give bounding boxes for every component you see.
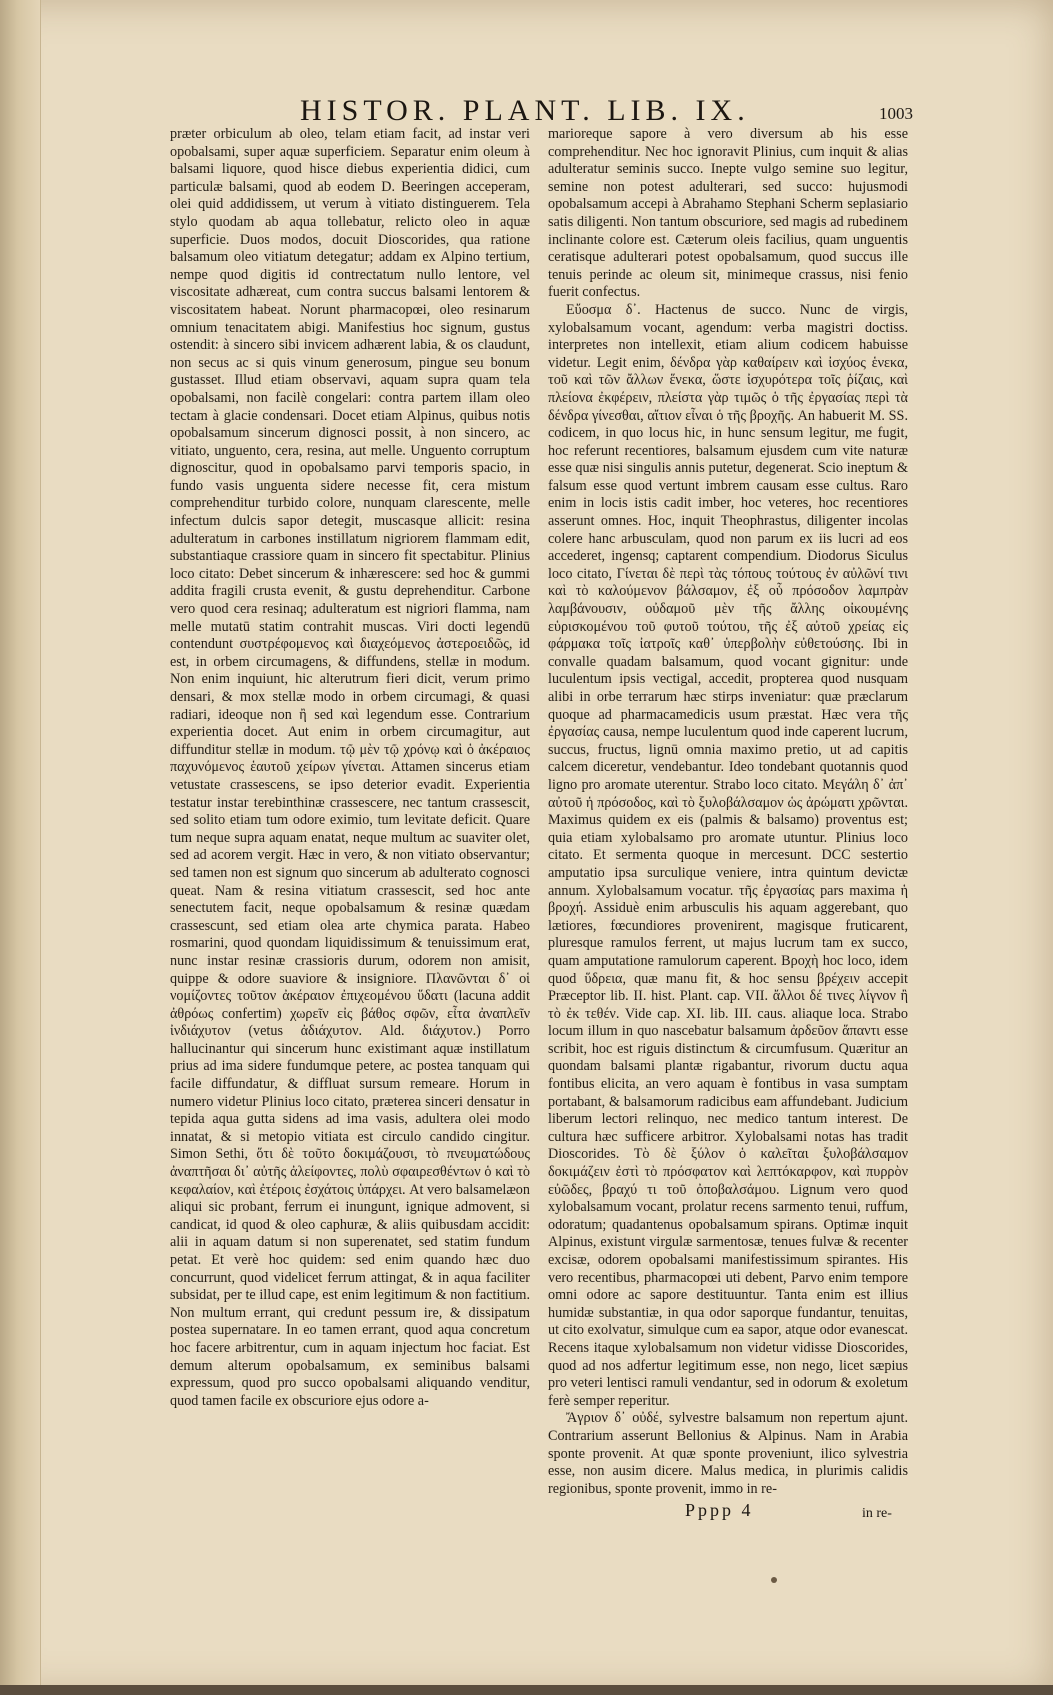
binding-gutter	[0, 0, 41, 1695]
ink-spot	[771, 1577, 777, 1583]
right-paragraph-3: Ἄγριον δ᾽ οὐδέ, sylvestre balsamum non repertum ajunt. Contrarium asserunt Bellonius & Alpinus. Nam in Arabia sponte provenit. At quæ sponte proveniunt, ilico sylvestria esse, non ausim dicere. Malus medica, in plurimis calidis regionibus, sponte provenit, immo in re-	[548, 1410, 908, 1497]
page-bottom-edge	[0, 1685, 1053, 1695]
signature-mark: Pppp 4	[685, 1500, 754, 1520]
right-text-column	[548, 126, 908, 1497]
catchword: in re-	[862, 1506, 892, 1521]
right-paragraph-2: Εὔοσμα δ᾽. Hactenus de succo. Nunc de virgis, xylobalsamum vocant, agendum: verba magistri doctiss. interpretes non intellexit, etiam alium codicem habuisse videtur. Legit enim, δένδρα γὰρ καθαίρειν καὶ ἰσχύος ἑνεκα, τοῦ καὶ τῶν ἄλλων ἕνεκα, ὥστε ἰσχυρότερα τοῖς ῥίζαις, καὶ πλείονα ἐκφέρειν, πλείστα γὰρ τιμῶς ὁ τῆς ἐργασίας περὶ τὰ δένδρα γίνεσθαι, αἴτιον εἶναι ὁ τῆς βροχῆς. An habuerit M. SS. codicem, in quo locus hic, in hunc sensum legitur, me fugit, hoc referunt recentiores, balsamum ejusdem cum vite naturæ esse quæ nisi singulis annis putetur, degenerat. Scio ineptum & falsum esse quod vertunt imbrem causam esse cultus. Raro enim in locis istis cadit imber, hoc veteres, hoc recentiores asserunt omnes. Hoc, inquit Theophrastus, diligenter incolas colere hanc arbusculam, quod non parum ex iis lucri ad eos accederet, ingensq; captarent compendium. Diodorus Siculus loco citato, Γίνεται δὲ περὶ τὰς τόπους τούτους ἐν αὐλῶνί τινι καὶ τὸ καλούμενον βάλσαμον, ἐξ οὗ πρόσοδον λαμπρὰν λαμβάνουσιν, οὐδαμοῦ μὲν τῆς ἄλλης οἰκουμένης εὑρισκομένου τοῦ φυτοῦ τούτου, τῆς ἐξ αὐτοῦ χρείας εἰς φάρμακα τοῖς ἰατροῖς καθ᾽ ὑπερβολὴν εὐθετούσης. Ibi in convalle quadam balsamum, quod vocant gignitur: unde luculentum ipsis vectigal, accedit, propterea quod nusquam alibi in orbe terrarum hæc stirps inveniatur: quæ præclarum quoque ad pharmacamedicis usum præstat. Hæc vera τῆς ἐργασίας causa, nempe luculentum quod inde caperent lucrum, succus, fructus, lignū omnia maximo pretio, ut ad capitis calcem diceretur, vendebantur. Ideo tondebant quotannis quod ligno pro aromate uterentur. Strabo loco citato. Μεγάλη δ᾽ ἀπ᾽ αὐτοῦ ἡ πρόσοδος, καὶ τὸ ξυλοβάλσαμον ὡς ἀρώματι χρῶνται. Maximus quidem ex eis (palmis & balsamo) proventus est; quia etiam xylobalsamo pro aromate utuntur. Plinius loco citato. Et sermenta quoque in mercesunt. DCC sestertio amputatio ipsa surculique veniere, intra quintum devictæ annum. Xylobalsamum vocatur. τῆς ἐργασίας pars maxima ἡ βροχή. Assiduè enim arbusculis his aquam aggerebant, quo lætiores, fœcundiores provenirent, magisque fruticarent, pluresque ramulos ferrent, ut majus lucrum tam ex succo, quam amputatione ramulorum caperent. Βροχὴ hoc loco, idem quod ὕδρεια, quæ manu fit, & hoc sensu βρέχειν accepit Præceptor lib. II. hist. Plant. cap. VII. ἄλλοι δέ τινες λίγνον ἢ τὸ ἐκ τεθέν. Vide cap. XI. lib. III. caus. aliaque loca. Strabo locum illum in quo nascebatur balsamum ἀρδεῦον ἅπαντι esse scribit, hoc est riguis distinctum & circumfusum. Quæritur an quondam balsami plantæ rigabantur, rivorum ductu aqua fontibus elicita, an vero aquam è fontibus in vasa sumptam portabant, & balsamorum radicibus eam affundebant. Judicium liberum lectori relinquo, nec medico tantum interest. De cultura hæc sufficere arbitror. Xylobalsami notas has tradit Dioscorides. Τὸ δὲ ξύλον ὁ καλεῖται ξυλοβάλσαμον δοκιμάζειν ἐστὶ τὸ πρόσφατον καὶ λεπτόκαρφον, καὶ πυρρὸν εὐῶδες, βραχύ τι τοῦ ὀποβαλσάμου. Lignum vero quod xylobalsamum vocant, prolatur recens sarmento tenui, ruffum, odoratum; quadantenus opobalsamum spirans. Optimæ inquit Alpinus, existunt virgulæ sarmentosæ, tenues fulvæ & recenter excisæ, odorem opobalsami manifestissimum spirantes. His vero recentibus, pharmacopœi uti debent, Parvo enim tempore omni odore ac sapore destituuntur. Tanta enim est illius humidæ substantiæ, in qua odor saporque fundantur, tenuitas, ut cito exolvatur, simulque cum ea sapor, atque odor evanescat. Recens itaque xylobalsamum non videtur vidisse Dioscorides, quod ad nos adfertur legitimum esse, non nego, licet sæpius pro veteri lentisci ramuli vendantur, sed in odorum & exoletum ferè semper reperitur.	[548, 301, 908, 1409]
right-paragraph-1: marioreque sapore à vero diversum ab his esse comprehenditur. Nec hoc ignoravit Plinius, cum inquit & alias adulteratur seminis succo. Inepte vulgo semine suo legitur, semine non potest adulterari, sed succo: hujusmodi opobalsamum accepi à Abrahamo Stephani Scherm seplasiario satis diligenti. Non tantum obscuriore, sed magis ad rubedinem inclinante colore est. Cæterum oleis facilius, quam unguentis ceratisque adulterari potest opobalsamum, quod succus ille tenuis perinde ac oleum sit, minimeque crassus, nisi fenio fuerit confectus.	[548, 126, 908, 301]
running-title: HISTOR. PLANT. LIB. IX.	[300, 94, 750, 127]
left-text-column	[170, 126, 530, 1521]
left-paragraph-1: præter orbiculum ab oleo, telam etiam facit, ad instar veri opobalsami, super aquæ superficiem. Separatur enim oleum à balsami liquore, quod hisce diebus experientia didici, cum particulæ balsami, quod ab eodem D. Beeringen acceperam, olei quid addidissem, ut verum à vitiato distinguerem. Tela stylo quodam ab aqua tollebatur, relicto oleo in aquæ superficie. Duos modos, docuit Dioscorides, qua ratione balsamum oleo vitiatum detegatur; addam ex Alpino tertium, nempe quod digitis id contrectatum nullo lentore, vel viscositate adhæreat, cum contra succus balsami lentorem & viscositatem habeat. Norunt pharmacopœi, oleo resinarum omnium tenacitatem abigi. Manifestius hoc signum, gustus ostendit: à sincero sibi invicem adhærent labia, & os claudunt, non secus ac si quis vinum generosum, pingue seu bonum gustasset. Illud etiam observavi, aquam supra quam tela opobalsami, non facilè congelari: contra partem illam oleo tectam à glacie condensari. Docet etiam Alpinus, quibus notis opobalsamum sincerum dignosci possit, à non sincero, ac vitiato, unguento, cera, resina, aut melle. Unguento corruptum dignoscitur, quod in opobalsamo parvi temporis spacio, in fundo vasis unguenta sidere necesse fit, cera mistum comprehenditur turbido colore, nunquam clarescente, melle infectum dulcis sapor detegit, muscasque allicit: resina adulteratum in carbones instillatum nigriorem flammam edit, substantiaque crassiore quam in sincero fit spectabitur. Plinius loco citato: Debet sincerum & inhærescere: sed hoc & gummi addita fragili crusta evenit, & gustu deprehenditur. Carbone vero quod cera resinaq; adulteratum est nigriori flamma, nam melle mutatū statim contrahit muscas. Viri docti legendū contendunt συστρέφομενος καὶ διαχεόμενος ἀστεροειδῶς, id est, in orbem circumagens, & diffundens, stellæ in modum. Non enim inquiunt, hic alterutrum fieri dicit, verum primo densari, & mox stellæ modo in orbem circumagi, & quasi radiari, ideoque non ἢ sed καὶ legendum esse. Contrarium experientia docet. Aut enim in orbem circumagitur, aut diffunditur stellæ in modum. τῷ μὲν τῷ χρόνῳ καὶ ὁ ἀκέραιος παχυνόμενος ἑαυτοῦ χείρων γίνεται. Attamen sincerus etiam vetustate crassescens, se ipso deterior evadit. Experientia testatur instar terebinthinæ crassescere, nec tantum crassescit, sed solito etiam tum odore eximio, tum levitate deficit. Quare tum neque supra aquam enatat, neque multum ac suaviter olet, sed ad acorem vergit. Hæc in vero, & non vitiato observantur; sed tamen non est signum quo sincerum ab adulterato cognosci queat. Nam & resina vitiatum crassescit, sed hoc ante senectutem facit, neque opobalsamum & resinæ quædam crassescunt, sed etiam olea arte chymica parata. Habeo rosmarini, quod quondam liquidissimum & tenuissimum erat, nunc instar resinæ crassioris durum, odorem non amisit, quippe & odore suaviore & insigniore. Πλανῶνται δ᾽ οἱ νομίζοντες τοῦτον ἀκέραιον ἐπιχεομένου ὕδατι (lacuna addit ἀθρόως confertim) χωρεῖν εἰς βάθος σφῶν, εἶτα ἀναπλεῖν ἰνδιάχυτον (vetus ἀδιάχυτον. Ald. διάχυτον.) Porro hallucinantur qui sincerum hunc existimant aquæ instillatum prius ad ima sidere fundumque petere, ac postea tanquam qui facile diffundatur, & diffluat sursum remeare. Horum in numero videtur Plinius loco citato, præterea sinceri densatur in tepida aqua gutta sidens ad ima vasis, adultera olei modo innatat, & si metopio vitiata est circulo candido cingitur. Simon Sethi, ὅτι δὲ τοῦτο δοκιμάζουσι, τὸ πνευματώδους ἀναπτῆσαι δι᾽ αὐτῆς ἀλείφοντες, πολὺ σφαιρεσθέντων ὁ καὶ τὸ κεφαλαίον, καὶ ἐτέροις ἐσχάτοις ὑπάρχει. At vero balsamelæon aliqui sic probant, ferrum ei inungunt, ignique admovent, si candicat, id quod & oleo caphuræ, & aliis quibusdam accidit: alii in aquam datum si non superenatet, sed statim fundum petat. Et verè hoc quidem: sed enim quando hæc duo concurrunt, quod videlicet ferrum attingat, & in aqua faciliter subsidat, per te illud cape, est enim legitimum & non factitium. Non multum errant, qui credunt pessum ire, & dissipatum postea supernatare. In eo tamen errant, quod aqua concretum hoc facere arbitrentur, cum in aquam injectum hoc faciat. Est demum alterum opobalsamum, ex seminibus balsami expressum, quod pro succo opobalsami aliquando venditur, quod tamen facile ex obscuriore ejus odore a-	[170, 126, 530, 1409]
page-number: 1003	[879, 104, 913, 123]
